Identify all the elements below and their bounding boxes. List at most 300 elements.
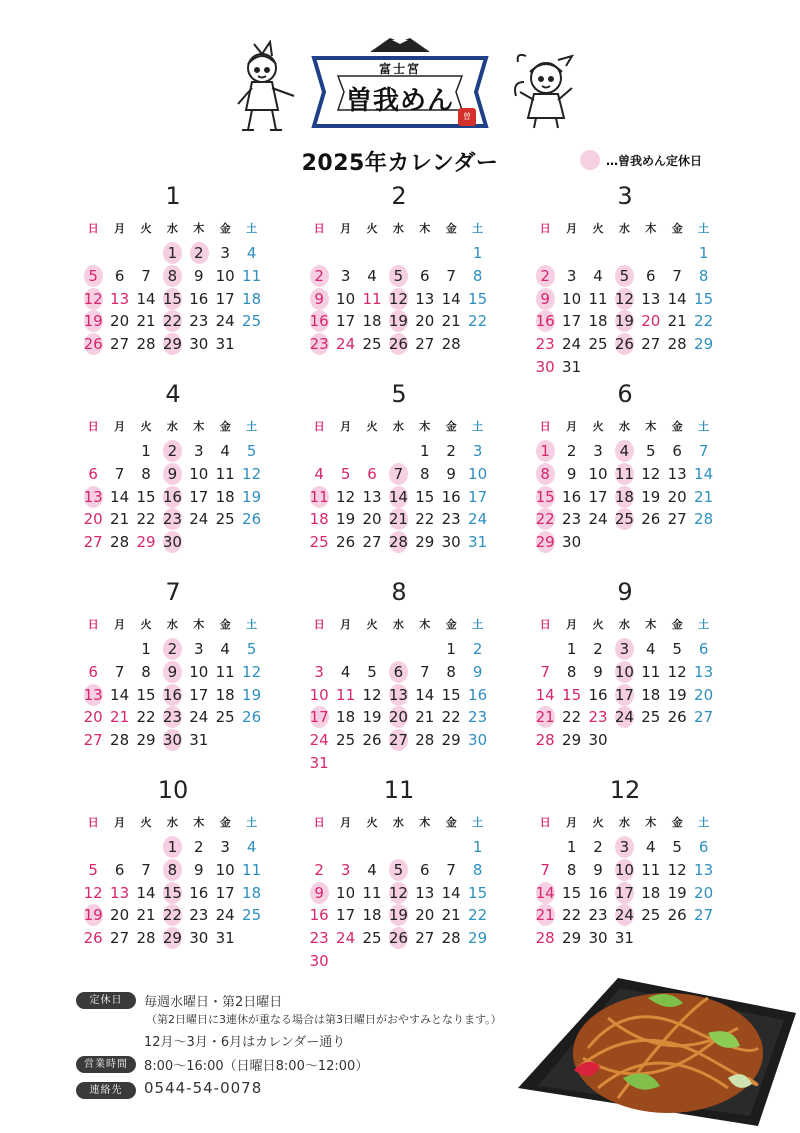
weekday-label: 土 (246, 420, 258, 433)
day-cell: 20 (415, 312, 435, 331)
closed-day-cell: 9 (159, 463, 185, 485)
day-cell: 22 (441, 708, 461, 727)
legend (580, 149, 702, 171)
weekday-label: 水 (618, 222, 630, 235)
day-cell: 26 (242, 510, 262, 529)
day-cell: 20 (694, 883, 714, 902)
closed-day-cell: 16 (159, 684, 185, 706)
weekday-label: 月 (566, 420, 578, 433)
closed-days-text: 毎週水曜日・第2日曜日 (144, 995, 283, 1010)
weekday-label: 木 (645, 816, 657, 829)
closed-day-cell: 15 (159, 288, 185, 310)
day-cell: 20 (667, 487, 687, 506)
day-cell: 31 (215, 929, 235, 948)
day-cell: 1 (566, 838, 577, 856)
weekday-label: 木 (193, 816, 205, 829)
closed-day-cell: 10 (611, 859, 637, 881)
day-cell: 12 (83, 883, 103, 902)
closed-days-extra: 12月〜3月・6月はカレンダー通り (144, 1035, 346, 1050)
weekday-label: 金 (445, 816, 457, 829)
day-cell: 17 (336, 906, 356, 925)
day-cell: 29 (562, 731, 582, 750)
closed-day-cell: 18 (611, 486, 637, 508)
closed-day-cell: 5 (611, 265, 637, 287)
day-cell: 13 (415, 289, 435, 308)
day-cell: 7 (114, 662, 125, 681)
closed-day-cell: 3 (611, 836, 637, 858)
closed-day-cell: 29 (159, 927, 185, 949)
day-cell: 7 (141, 266, 151, 285)
day-cell: 19 (336, 510, 356, 529)
weekday-label: 金 (671, 222, 683, 235)
day-cell: 13 (694, 662, 714, 681)
day-cell: 22 (136, 708, 156, 727)
weekday-label: 水 (166, 816, 178, 829)
day-cell: 25 (215, 510, 235, 529)
weekday-label: 日 (87, 816, 99, 829)
month-label: 7 (165, 578, 181, 606)
weekday-label: 金 (219, 222, 231, 235)
day-cell: 22 (562, 906, 582, 925)
closed-day-cell: 28 (385, 531, 411, 553)
closed-day-cell: 5 (80, 265, 106, 287)
closed-day-cell: 12 (611, 288, 637, 310)
closed-day-cell: 2 (306, 265, 332, 287)
day-cell: 25 (242, 312, 262, 331)
day-cell: 30 (535, 358, 555, 376)
day-cell: 6 (114, 860, 125, 879)
weekday-header (532, 814, 732, 832)
day-cell: 6 (698, 640, 709, 658)
weekday-label: 土 (472, 618, 484, 631)
day-cell: 18 (641, 883, 661, 902)
closed-day-cell: 17 (611, 684, 637, 706)
day-cell: 3 (194, 442, 204, 460)
month-label: 6 (617, 380, 633, 408)
day-cell: 11 (215, 662, 235, 681)
day-cell: 21 (415, 708, 435, 727)
day-cell: 24 (189, 708, 209, 727)
day-cell: 3 (340, 860, 351, 879)
weekday-label: 水 (392, 420, 404, 433)
weekday-label: 木 (419, 618, 431, 631)
day-cell: 8 (698, 266, 709, 285)
day-cell: 25 (309, 533, 329, 552)
day-cell: 23 (535, 335, 555, 354)
day-cell: 30 (588, 731, 608, 750)
closed-day-cell: 26 (385, 333, 411, 355)
day-cell: 27 (110, 929, 130, 948)
day-cell: 26 (83, 929, 103, 948)
day-cell: 3 (593, 442, 603, 460)
day-cell: 27 (110, 335, 130, 354)
closed-day-cell: 9 (532, 288, 558, 310)
day-cell: 6 (698, 838, 709, 856)
day-cell: 24 (189, 510, 209, 529)
weekday-header (80, 814, 280, 832)
closed-day-cell: 8 (159, 859, 185, 881)
day-cell: 26 (362, 731, 382, 750)
day-cell: 8 (566, 662, 577, 681)
weekday-label: 日 (313, 816, 325, 829)
day-cell: 24 (215, 906, 235, 925)
closed-day-cell: 16 (532, 310, 558, 332)
day-cell: 18 (242, 883, 262, 902)
day-cell: 30 (189, 335, 209, 354)
weekday-label: 土 (246, 816, 258, 829)
day-cell: 26 (641, 510, 661, 529)
day-cell: 22 (468, 906, 488, 925)
day-cell: 21 (667, 312, 687, 331)
weekday-header (306, 616, 506, 634)
closed-day-cell: 1 (159, 836, 185, 858)
day-cell: 9 (194, 860, 204, 879)
day-cell: 23 (588, 906, 608, 925)
weekday-label: 金 (445, 222, 457, 235)
day-cell: 12 (641, 464, 661, 483)
closed-day-cell: 19 (80, 904, 106, 926)
day-cell: 7 (540, 662, 550, 681)
day-cell: 3 (314, 662, 324, 681)
day-cell: 24 (562, 335, 582, 354)
day-cell: 25 (588, 335, 608, 354)
day-cell: 9 (593, 860, 603, 879)
weekday-header (80, 418, 280, 436)
closed-day-cell: 13 (80, 486, 106, 508)
day-cell: 14 (441, 883, 461, 902)
day-cell: 23 (441, 510, 461, 529)
day-cell: 5 (246, 640, 257, 658)
day-cell: 20 (415, 906, 435, 925)
day-cell: 3 (220, 838, 230, 856)
closed-day-cell: 24 (611, 904, 637, 926)
closed-day-cell: 11 (611, 463, 637, 485)
day-cell: 18 (588, 312, 608, 331)
closed-day-cell: 14 (532, 882, 558, 904)
day-cell: 23 (468, 708, 488, 727)
day-cell: 30 (441, 533, 461, 552)
day-cell: 14 (667, 289, 687, 308)
closed-day-cell: 7 (385, 463, 411, 485)
weekday-label: 水 (618, 618, 630, 631)
closed-day-cell: 22 (532, 508, 558, 530)
closed-day-cell: 21 (385, 508, 411, 530)
weekday-label: 土 (698, 420, 710, 433)
day-cell: 4 (646, 640, 656, 658)
day-cell: 6 (420, 860, 430, 879)
day-cell: 20 (641, 312, 661, 331)
day-cell: 12 (362, 685, 382, 704)
closed-day-cell: 13 (80, 684, 106, 706)
left-mascot-illustration (232, 40, 300, 136)
closed-day-legend-marker (580, 150, 600, 170)
weekday-label: 月 (566, 222, 578, 235)
closed-day-cell: 5 (385, 265, 411, 287)
day-cell: 23 (309, 929, 329, 948)
day-cell: 22 (415, 510, 435, 529)
day-cell: 8 (566, 860, 577, 879)
day-cell: 18 (309, 510, 329, 529)
day-cell: 17 (189, 685, 209, 704)
closed-day-cell: 27 (385, 729, 411, 751)
weekday-label: 金 (671, 420, 683, 433)
day-cell: 5 (646, 442, 656, 460)
weekday-label: 日 (87, 618, 99, 631)
day-cell: 13 (694, 860, 714, 879)
day-cell: 20 (362, 510, 382, 529)
day-cell: 21 (694, 487, 714, 506)
day-cell: 28 (535, 731, 555, 750)
day-cell: 4 (593, 266, 603, 285)
weekday-label: 土 (246, 222, 258, 235)
day-cell: 19 (362, 708, 382, 727)
day-cell: 10 (336, 883, 356, 902)
day-cell: 25 (242, 906, 262, 925)
day-cell: 10 (215, 860, 235, 879)
day-cell: 7 (420, 662, 430, 681)
day-cell: 12 (242, 464, 262, 483)
closed-day-cell: 16 (159, 486, 185, 508)
day-cell: 23 (588, 708, 608, 727)
weekday-label: 水 (166, 222, 178, 235)
day-cell: 5 (672, 838, 682, 856)
day-cell: 23 (189, 312, 209, 331)
day-cell: 27 (667, 510, 687, 529)
closed-day-cell: 11 (306, 486, 332, 508)
closed-day-cell: 13 (385, 684, 411, 706)
day-cell: 25 (336, 731, 356, 750)
month-label: 4 (165, 380, 181, 408)
day-cell: 15 (415, 487, 435, 506)
day-cell: 1 (446, 640, 456, 658)
closed-day-cell: 22 (159, 310, 185, 332)
day-cell: 21 (110, 510, 130, 529)
day-cell: 30 (588, 929, 608, 948)
month-label: 1 (165, 182, 181, 210)
day-cell: 1 (566, 640, 577, 658)
weekday-label: 水 (618, 816, 630, 829)
day-cell: 16 (441, 487, 461, 506)
closed-day-cell: 19 (80, 310, 106, 332)
day-cell: 17 (215, 883, 235, 902)
day-cell: 31 (562, 358, 582, 376)
day-cell: 6 (88, 464, 98, 483)
weekday-label: 火 (366, 222, 378, 235)
day-cell: 31 (189, 731, 209, 750)
weekday-label: 金 (445, 618, 457, 631)
weekday-label: 金 (219, 618, 231, 631)
day-cell: 28 (415, 731, 435, 750)
closed-day-cell: 8 (532, 463, 558, 485)
day-cell: 15 (441, 685, 461, 704)
day-cell: 30 (309, 952, 329, 970)
day-cell: 27 (415, 335, 435, 354)
day-cell: 13 (110, 883, 130, 902)
day-cell: 10 (189, 662, 209, 681)
closed-day-cell: 20 (385, 706, 411, 728)
day-cell: 15 (694, 289, 714, 308)
weekday-header (532, 616, 732, 634)
day-cell: 16 (309, 906, 329, 925)
day-cell: 31 (614, 929, 634, 948)
weekday-label: 火 (140, 420, 152, 433)
header (0, 0, 800, 200)
day-cell: 14 (136, 883, 156, 902)
day-cell: 14 (535, 685, 555, 704)
day-cell: 16 (562, 487, 582, 506)
closed-day-cell: 15 (532, 486, 558, 508)
day-cell: 17 (468, 487, 488, 506)
day-cell: 10 (309, 685, 329, 704)
day-cell: 7 (141, 860, 151, 879)
day-cell: 28 (136, 929, 156, 948)
closed-days-tag: 定休日 (76, 992, 136, 1009)
day-cell: 8 (472, 266, 483, 285)
day-cell: 24 (215, 312, 235, 331)
weekday-label: 火 (592, 420, 604, 433)
logo-title: 曽我めん (345, 86, 454, 116)
day-cell: 1 (698, 244, 709, 262)
day-cell: 4 (367, 860, 377, 879)
logo-stamp: 曽 (458, 108, 476, 126)
day-cell: 5 (367, 662, 377, 681)
day-cell: 29 (441, 731, 461, 750)
day-cell: 18 (215, 685, 235, 704)
day-cell: 21 (136, 312, 156, 331)
day-cell: 25 (641, 708, 661, 727)
closed-day-cell: 2 (159, 440, 185, 462)
day-cell: 16 (588, 685, 608, 704)
day-cell: 15 (562, 883, 582, 902)
day-cell: 18 (242, 289, 262, 308)
weekday-label: 木 (193, 420, 205, 433)
day-cell: 27 (694, 906, 714, 925)
day-cell: 7 (446, 266, 456, 285)
closed-day-cell: 22 (159, 904, 185, 926)
weekday-label: 木 (645, 420, 657, 433)
weekday-label: 金 (671, 816, 683, 829)
closed-day-cell: 12 (385, 288, 411, 310)
closed-day-cell: 16 (306, 310, 332, 332)
closed-day-cell: 15 (159, 882, 185, 904)
day-cell: 29 (694, 335, 714, 354)
closed-day-cell: 3 (611, 638, 637, 660)
day-cell: 15 (468, 883, 488, 902)
day-cell: 26 (667, 906, 687, 925)
day-cell: 12 (242, 662, 262, 681)
day-cell: 20 (110, 312, 130, 331)
day-cell: 25 (362, 929, 382, 948)
day-cell: 27 (83, 731, 103, 750)
day-cell: 4 (246, 244, 257, 262)
day-cell: 24 (336, 929, 356, 948)
day-cell: 31 (468, 533, 488, 552)
closed-day-cell: 1 (532, 440, 558, 462)
closed-day-cell: 30 (159, 729, 185, 751)
day-cell: 4 (246, 838, 257, 856)
day-cell: 28 (110, 533, 130, 552)
day-cell: 22 (562, 708, 582, 727)
day-cell: 7 (672, 266, 682, 285)
day-cell: 3 (220, 244, 230, 262)
weekday-label: 月 (340, 816, 352, 829)
closed-day-cell: 6 (385, 661, 411, 683)
weekday-label: 土 (698, 222, 710, 235)
day-cell: 28 (110, 731, 130, 750)
day-cell: 24 (309, 731, 329, 750)
weekday-label: 水 (392, 222, 404, 235)
weekday-label: 月 (114, 420, 126, 433)
closed-day-cell: 12 (385, 882, 411, 904)
weekday-header (532, 220, 732, 238)
day-cell: 17 (189, 487, 209, 506)
weekday-label: 火 (366, 420, 378, 433)
day-cell: 14 (415, 685, 435, 704)
day-cell: 16 (468, 685, 488, 704)
closed-day-cell: 23 (159, 508, 185, 530)
day-cell: 19 (667, 685, 687, 704)
day-cell: 28 (136, 335, 156, 354)
day-cell: 9 (472, 662, 483, 681)
day-cell: 19 (242, 685, 262, 704)
closed-day-cell: 26 (385, 927, 411, 949)
weekday-label: 木 (419, 222, 431, 235)
weekday-label: 月 (114, 618, 126, 631)
closed-day-cell: 14 (385, 486, 411, 508)
day-cell: 19 (242, 487, 262, 506)
day-cell: 4 (340, 662, 351, 681)
day-cell: 24 (336, 335, 356, 354)
day-cell: 4 (646, 838, 656, 856)
weekday-label: 火 (366, 816, 378, 829)
right-mascot-illustration (508, 52, 576, 130)
logo-subtitle: 富士宮 (378, 62, 421, 76)
closed-day-cell: 5 (385, 859, 411, 881)
yakisoba-photo (508, 958, 798, 1128)
month-label: 12 (609, 776, 641, 804)
day-cell: 10 (468, 464, 488, 483)
weekday-label: 水 (392, 816, 404, 829)
day-cell: 6 (114, 266, 125, 285)
day-cell: 15 (468, 289, 488, 308)
hours-text: 8:00〜16:00（日曜日8:00〜12:00） (144, 1059, 369, 1074)
day-cell: 11 (242, 266, 262, 285)
day-cell: 31 (215, 335, 235, 354)
weekday-label: 水 (618, 420, 630, 433)
day-cell: 30 (562, 533, 582, 552)
closed-day-cell: 25 (611, 508, 637, 530)
weekday-header (306, 220, 506, 238)
day-cell: 13 (667, 464, 687, 483)
closed-day-cell: 4 (611, 440, 637, 462)
day-cell: 21 (136, 906, 156, 925)
closed-day-cell: 9 (306, 288, 332, 310)
closed-day-cell: 30 (159, 531, 185, 553)
weekday-label: 日 (313, 618, 325, 631)
weekday-label: 金 (219, 816, 231, 829)
month-label: 2 (391, 182, 407, 210)
day-cell: 7 (540, 860, 550, 879)
day-cell: 11 (641, 662, 661, 681)
weekday-label: 日 (539, 420, 551, 433)
day-cell: 9 (566, 464, 577, 483)
day-cell: 14 (110, 685, 130, 704)
weekday-label: 水 (166, 618, 178, 631)
closed-day-cell: 17 (611, 882, 637, 904)
day-cell: 11 (215, 464, 235, 483)
day-cell: 1 (141, 640, 151, 658)
weekday-header (532, 418, 732, 436)
